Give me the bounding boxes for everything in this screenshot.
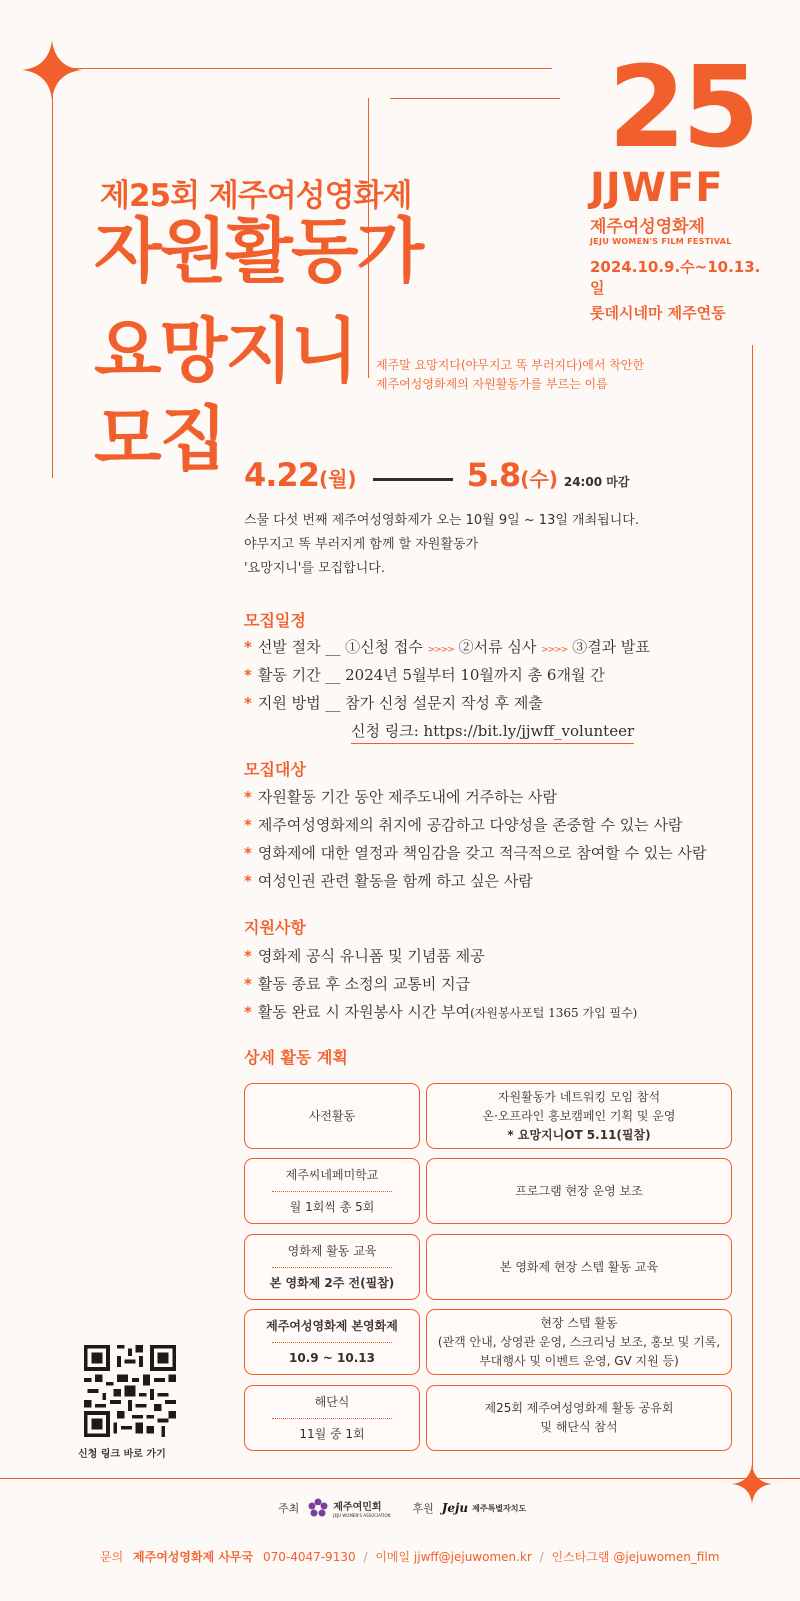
- date-end-day: (수): [520, 467, 558, 491]
- logo-number: 25: [608, 43, 756, 173]
- sponsor-logo: Jeju 제주특별자치도: [441, 1501, 527, 1515]
- logo-brand: JJWFF: [590, 165, 724, 211]
- title-line-2: 요망지니: [94, 310, 357, 392]
- bullet-icon: *: [244, 975, 252, 993]
- sponsors: [278, 1497, 526, 1519]
- plan-left-cell: 영화제 활동 교육 본 영화제 2주 전(필참): [244, 1234, 420, 1300]
- deco-line-top-left: [52, 68, 552, 69]
- host-logo: 제주여민회 JEJU WOMEN'S ASSOCIATION: [307, 1497, 390, 1519]
- list-item: * 활동 완료 시 자원봉사 시간 부여(자원봉사포털 1365 가입 필수): [244, 1003, 638, 1021]
- title-line-1: 자원활동가: [94, 210, 423, 292]
- plan-row: [244, 1158, 732, 1224]
- date-dash: [373, 478, 453, 481]
- schedule-list: [244, 633, 650, 745]
- host-label: 주최: [278, 1502, 300, 1515]
- phone-number[interactable]: 070-4047-9130: [262, 1550, 356, 1564]
- plan-left-cell: 사전활동: [244, 1083, 420, 1149]
- support-heading: 지원사항: [244, 918, 306, 937]
- list-item: [244, 717, 650, 745]
- flower-icon: [307, 1497, 329, 1519]
- date-end: 5.8: [466, 456, 521, 494]
- footer-divider: [0, 1478, 800, 1479]
- list-item: * 지원 방법 __ 참가 신청 설문지 작성 후 제출: [244, 694, 543, 712]
- arrow-icon: >>>>: [427, 645, 454, 655]
- plan-row: [244, 1083, 732, 1149]
- sponsor-label: 후원: [412, 1502, 434, 1515]
- schedule-heading: 모집일정: [244, 611, 306, 630]
- instagram-handle[interactable]: 인스타그램 @jejuwomen_film: [551, 1550, 720, 1564]
- dotted-divider: [272, 1191, 392, 1192]
- recruit-period: [244, 456, 629, 494]
- arrow-icon: >>>>: [541, 645, 568, 655]
- intro-text: 스물 다섯 번째 제주여성영화제가 오는 10월 9일 ~ 13일 개최됩니다. 야무지고 똑 부러지게 함께 할 자원활동가 '요망지니'를 모집합니다.: [244, 513, 639, 576]
- plan-left-cell: 제주여성영화제 본영화제 10.9 ~ 10.13: [244, 1309, 420, 1375]
- bullet-icon: *: [244, 694, 252, 712]
- star-icon: [732, 1464, 772, 1504]
- list-item: * 선발 절차 __ ①신청 접수 >>>> ②서류 심사 >>>> ③결과 발표: [244, 638, 650, 656]
- dotted-divider: [272, 1342, 392, 1343]
- apply-link[interactable]: 신청 링크: https://bit.ly/jjwff_volunteer: [351, 719, 634, 744]
- plan-right-cell: 자원활동가 네트워킹 모임 참석 온·오프라인 홍보캠페인 기획 및 운영 * 요망지니OT 5.11(필참): [426, 1083, 732, 1149]
- list-item: * 자원활동 기간 동안 제주도내에 거주하는 사람: [244, 788, 558, 806]
- plan-right-cell: 현장 스텝 활동 (관객 안내, 상영관 운영, 스크리닝 보조, 홍보 및 기록, 부대행사 및 이벤트 운영, GV 지원 등): [426, 1309, 732, 1375]
- title-line-3: 모집: [94, 398, 226, 480]
- deco-line-vertical-right: [752, 345, 753, 1475]
- star-icon: [22, 40, 82, 100]
- bullet-icon: *: [244, 666, 252, 684]
- logo-name-en: JEJU WOMEN'S FILM FESTIVAL: [590, 237, 732, 246]
- date-start-day: (월): [318, 467, 357, 491]
- festival-venue: 롯데시네마 제주연동: [590, 304, 726, 322]
- logo-name-ko: 제주여성영화제: [590, 217, 705, 237]
- target-list: [244, 783, 707, 895]
- list-item: * 영화제 공식 유니폼 및 기념품 제공: [244, 947, 485, 965]
- list-item: * 여성인권 관련 활동을 함께 하고 싶은 사람: [244, 872, 533, 890]
- list-item: * 활동 종료 후 소정의 교통비 지급: [244, 975, 471, 993]
- title-note: 제주말 요망지다(야무지고 똑 부러지다)에서 착안한 제주여성영화제의 자원활동가를 부르는 이름: [376, 358, 645, 391]
- deco-line-top-right: [390, 98, 560, 99]
- deco-line-vertical-left: [52, 68, 53, 478]
- list-item: * 활동 기간 __ 2024년 5월부터 10월까지 총 6개월 간: [244, 666, 605, 684]
- qr-code-icon[interactable]: [84, 1345, 176, 1437]
- bullet-icon: *: [244, 947, 252, 965]
- support-list: [244, 942, 637, 1026]
- list-item: * 영화제에 대한 열정과 책임감을 갖고 적극적으로 참여할 수 있는 사람: [244, 844, 707, 862]
- date-start: 4.22: [244, 456, 319, 494]
- festival-period: 2024.10.9.수~10.13.일: [590, 258, 761, 297]
- festival-subtitle: 제25회 제주여성영화제: [100, 178, 412, 214]
- bullet-icon: *: [244, 844, 252, 862]
- plan-row: [244, 1385, 732, 1451]
- dotted-divider: [272, 1267, 392, 1268]
- target-heading: 모집대상: [244, 760, 306, 779]
- contact-info: 문의 제주여성영화제 사무국 070-4047-9130 / 이메일 jjwff@jejuwomen.kr / 인스타그램 @jejuwomen_film: [100, 1550, 720, 1564]
- bullet-icon: *: [244, 638, 252, 656]
- contact-label: 문의: [100, 1550, 124, 1564]
- bullet-icon: *: [244, 788, 252, 806]
- plan-heading: 상세 활동 계획: [244, 1048, 348, 1067]
- office-name: 제주여성영화제 사무국: [133, 1550, 254, 1564]
- plan-left-cell: 해단식 11월 중 1회: [244, 1385, 420, 1451]
- dotted-divider: [272, 1418, 392, 1419]
- plan-right-cell: 제25회 제주여성영화제 활동 공유회 및 해단식 참석: [426, 1385, 732, 1451]
- list-item: * 제주여성영화제의 취지에 공감하고 다양성을 존중할 수 있는 사람: [244, 816, 683, 834]
- festival-logo: [590, 43, 770, 323]
- deadline: 24:00 마감: [563, 475, 630, 489]
- plan-right-cell: 프로그램 현장 운영 보조: [426, 1158, 732, 1224]
- plan-right-cell: 본 영화제 현장 스텝 활동 교육: [426, 1234, 732, 1300]
- email-address[interactable]: 이메일 jjwff@jejuwomen.kr: [375, 1550, 532, 1564]
- plan-left-cell: 제주씨네페미학교 월 1회씩 총 5회: [244, 1158, 420, 1224]
- bullet-icon: *: [244, 816, 252, 834]
- plan-row: [244, 1309, 732, 1375]
- bullet-icon: *: [244, 872, 252, 890]
- plan-row: [244, 1234, 732, 1300]
- qr-label: 신청 링크 바로 가기: [78, 1449, 166, 1460]
- bullet-icon: *: [244, 1003, 252, 1021]
